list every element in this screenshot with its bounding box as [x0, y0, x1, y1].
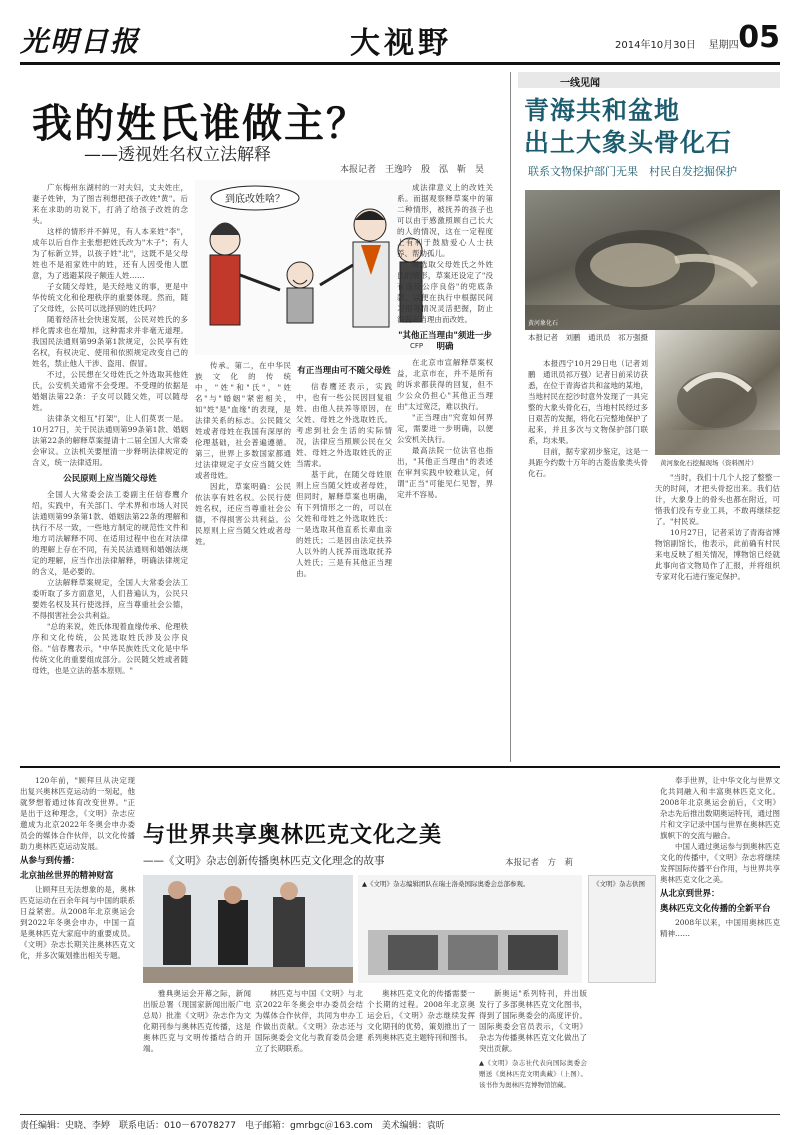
- paragraph: 奉手世界，让中华文化与世界文化共同融入和丰富奥林匹克文化。2008年北京奥运会前后，《文明》杂志先后推出数期奥运特刊，通过图片和文字记录中国与世界在奥林匹克旗帜下的交流与融合。: [660, 776, 780, 840]
- article2-headline-line2: 出土大象头骨化石: [524, 128, 733, 157]
- article1-cartoon: [195, 180, 430, 355]
- article1-subhead-1: 公民原则上应当随父母姓: [63, 474, 157, 484]
- column-divider: [510, 72, 511, 762]
- article3-byline: 本报记者 方 莉: [505, 858, 574, 868]
- paragraph: 中国人通过奥运参与到奥林匹克文化的传播中，《文明》杂志将继续发挥国际传播平台作用，与世界共享奥林匹克文化之美。: [660, 842, 780, 884]
- article3-column-3: [255, 988, 363, 1110]
- section-title: 大视野: [350, 26, 452, 61]
- bottom-rule: [20, 1114, 780, 1115]
- paragraph: 因此，草案明确：公民依法享有姓名权。公民行使姓名权，还应当尊重社会公德，不得损害公共利益。公民原则上应当随父姓或者母姓。: [195, 482, 291, 546]
- fossil-photo-image: [525, 190, 780, 330]
- paragraph: 2008年以来，中国用奥林匹克精神……: [660, 918, 780, 938]
- paragraph: 全国人大常委会法工委副主任信春鹰介绍，实践中，有关部门、学术界和市场人对民法通则第99条第1款、婚姻法第22条的理解和执行不尽一致，一些地方制定的规范性文件和地方司法解释不同、在适用过程中也在对法律的理解上存在不同，有关民法通则和婚姻法规定的理解，应当作出法律解释，明确法律规定的含义，是必要的。: [32, 490, 188, 576]
- article2-kicker-band: [518, 72, 780, 88]
- masthead: [20, 18, 780, 61]
- meeting-photo-image: [143, 875, 353, 983]
- paragraph: 广东梅州东湖村的一对夫妇，丈夫姓庄，妻子姓钟，为了图吉利想把孩子改姓"黄"。后来在求助的功说下，打消了给孩子改姓的念头。: [32, 183, 188, 225]
- paragraph: 本报西宁10月29日电（记者刘鹏 通讯员祁万强）记者日前采访获悉，在位于青海省共和盆地的某地，当地村民在挖沙时意外发现了一具完整的大象头骨化石，当地村民经过多日艰苦的发掘，将化石完整地保护了起来，并且多次与文物保护部门联系，均未果。: [528, 359, 648, 445]
- paragraph: 10月27日，记者采访了青海省博物馆副馆长，他表示，此前确有村民来电反映了相关情况，博物馆已经就此事向省文物局作了汇报，并将组织专家对化石进行鉴定保护。: [655, 528, 780, 581]
- paragraph: 雅典奥运会开幕之际，新闻出版总署（现国家新闻出版广电总局）批准《文明》杂志作为文化期刊参与奥林匹克传播，这是奥林匹克与文明传播结合的开端。: [143, 989, 251, 1053]
- article2-subheadline: 联系文物保护部门无果 村民自发挖掘保护: [528, 165, 737, 178]
- page-number: 05: [738, 20, 780, 55]
- excavation-photo: [655, 330, 780, 455]
- dateline: [615, 36, 739, 51]
- article2-kicker: 一线见闻: [560, 78, 600, 89]
- paragraph: 这样的情形并不鲜见，有人本来姓"李"，成年以后自作主张想把姓氏改为"木子"；有人为了标新立异，以孩子姓"北"，这既不是父母姓也不是祖家姓中的姓，还有人因受他人愿意，为了逃避某段子额连人姓……: [32, 227, 188, 280]
- paragraph: 基于此，在随父母姓原则上应当随父姓或者母姓，但同时，解释草案也明确，有下列情形之一的，可以在父姓和母姓之外选取姓氏：一是选取其他直系长辈血亲的姓氏；二是因由法定扶养人以外的人抚养而选取抚养人姓氏；三是有其他正当理由。: [296, 470, 392, 578]
- paragraph: 成法律意义上的改姓关系。而据观察释草案中的第二种情形，被抚养的孩子也可以由于感激照顾自己长大的人的情况，这在一定程度上有利于鼓励爱心人士扶养、帮助孤儿。: [397, 183, 493, 258]
- paragraph: 在北京市宣解释草案权益，北京市在，并不是所有的诉求都获得的回复，但不少公众仍担心"其他正当理由"太过宽泛，难以执行。: [397, 358, 493, 411]
- paragraph: 随着经济社会快速发展，公民对姓氏的多样化需求也在增加，这种需求并非毫无道理。我国民法通则第99条第1款规定，公民享有姓名权，有权决定、使用和依照规定改变自己的姓名，禁止他人干涉、盗用、假冒。: [32, 315, 188, 368]
- cartoon-credit: CFP: [410, 342, 424, 350]
- article1-column-4: [397, 182, 493, 762]
- paragraph: 对选取父母姓氏之外姓氏的情形，草案还设定了"没有违反公序良俗"的兜底条款，以便在执行中根据民间习俗等情况灵活把握，防止没有正当理由而改姓。: [397, 260, 493, 324]
- article1-subhead-2: 有正当理由可不随父母姓: [297, 366, 391, 376]
- article1-subhead-3: "其他正当理由"须进一步明确: [398, 331, 492, 352]
- cartoon-illustration: [195, 180, 430, 355]
- article2-column-1: [528, 358, 648, 758]
- paragraph: 新奥运"系列特刊，并出版发行了多部奥林匹克文化图书，得到了国际奥委会的高度评价。国际奥委会官员表示，《文明》杂志为传播奥林匹克文化做出了突出贡献。: [479, 989, 587, 1053]
- cartoon-caption: 到底改姓啥？: [225, 194, 285, 205]
- article3-column-5: [479, 988, 587, 1110]
- paragraph: "正当理由"究竟如何界定，需要进一步明确，以便公安机关执行。: [397, 413, 493, 444]
- article3-left-column: [20, 775, 135, 1110]
- paragraph: "总的来说，姓氏体现着血缘传承、伦理秩序和文化传统，公民选取姓氏涉及公序良俗。"信春鹰表示，"中华民族姓氏文化是中华传统文化的重要组成部分。公民随父姓或者随母姓，也是立法的基本原则。": [32, 622, 188, 675]
- article1-subheadline: ——透视姓名权立法解释: [84, 145, 271, 165]
- book-cover: [588, 875, 656, 983]
- fossil-photo: [525, 190, 780, 330]
- paragraph: 让顾拜旦无法想象的是，奥林匹克运动在百余年间与中国的联系日益紧密。从2008年北京奥运会到2022年冬奥会申办，中国一直是奥林匹克大家庭中的重要成员。《文明》杂志长期关注奥林匹克文化，并多次策划推出相关专题。: [20, 885, 135, 960]
- article3-subhead-1a: 从参与到传播：: [20, 856, 80, 866]
- article3-subheadline: ——《文明》杂志创新传播奥林匹克文化理念的故事: [143, 855, 385, 867]
- book-caption: 《文明》杂志供图: [593, 880, 645, 888]
- excavation-photo-image: [655, 330, 780, 455]
- article1-column-2: [195, 360, 291, 760]
- excavation-photo-caption: 黄河象化石挖掘现场（资料图片）: [660, 459, 758, 467]
- paragraph: 林匹克与中国《文明》与北京2022年冬奥会申办委员会结为媒体合作伙伴，共同为申办工作做出贡献。《文明》杂志还与国际奥委会文化与教育委员会建立了长期联系。: [255, 989, 363, 1053]
- paragraph: 传承。第二，在中华民族文化的传统中，"姓"和"氏"，"姓名"与"婚姻"紧密相关，如"姓"是"血缘"的表现，是法律关系的标志。公民随父姓或者母姓在我国有深厚的伦理基础，社会普遍遵循。第三，世界上多数国家都通过法律规定子女应当随父姓或者母姓。: [195, 361, 291, 480]
- article3-subhead-2a: 从北京到世界：: [660, 889, 720, 899]
- section-rule: [20, 766, 780, 768]
- book-display-photo: [358, 875, 582, 983]
- article1-column-3: [296, 360, 392, 760]
- article2-byline: 本报记者 刘鹏 通讯员 祁万强摄: [528, 333, 648, 342]
- article3-column-4: [367, 988, 475, 1110]
- article2-headline-line1: 青海共和盆地: [524, 96, 681, 125]
- article2-column-2: [655, 472, 780, 758]
- article1-byline: 本报记者 王逸吟 殷 泓 靳 昊: [340, 165, 485, 175]
- paragraph: 目前，据专家初步鉴定，这是一具距今约数十万年的古菱齿象类头骨化石。: [528, 447, 648, 478]
- weekday: 星期四: [708, 40, 739, 51]
- fossil-photo-caption: 黄河象化石: [528, 320, 559, 327]
- paragraph: 不过，公民想在父母姓氏之外选取其他姓氏，公安机关通常不会受理。不受理的依据是婚姻法第22条：子女可以随父姓，可以随母姓。: [32, 370, 188, 412]
- newspaper-logo: 光明日报: [20, 25, 141, 58]
- paragraph: 120年前，"顾拜旦从决定现出复兴奥林匹克运动的一刻起，他就梦想着通过体育改变世界。"正是出于这种理念，《文明》杂志应邀成为北京2022年冬奥会申办委员会的媒体合作伙伴，以文化传播助力奥林匹克运动发展。: [20, 776, 135, 851]
- article3-subhead-1b: 北京抽丝世界的精神财富: [20, 871, 114, 881]
- article3-photo-caption-2: ▲《文明》杂志社代表向国际奥委会赠送《奥林匹克文明典藏》（上图）。该书作为奥林匹克博物馆馆藏。: [479, 1059, 587, 1089]
- paragraph: 立法解释草案规定，全国人大常委会法工委听取了多方面意见，人们普遍认为，公民只要姓名权及其行使选择，应当尊重社会公德，不得损害社会公共利益。: [32, 578, 188, 620]
- article1-column-1: [32, 182, 188, 762]
- paragraph: "当时，我们十几个人挖了整整一天的时间，才把头骨挖出来。我们估计，大象身上的骨头也都在附近，可惜我们没有专业工具，不敢再继续挖了。"村民说。: [655, 473, 780, 526]
- article3-subhead-2b: 奥林匹克文化传播的全新平台: [660, 904, 771, 914]
- article1-headline: 我的姓氏谁做主？: [32, 100, 368, 147]
- article3-right-column: [660, 775, 780, 1110]
- paragraph: 子女随父母姓，是天经地义的事，更是中华传统文化和伦理秩序的重要体现。然而，随了父母姓，公民可以选择别的姓氏吗？: [32, 282, 188, 313]
- book-display-photo-image: [358, 875, 582, 983]
- paragraph: 最高法院一位法官也指出，"其他正当理由"的表述在审判实践中较难认定，何谓"正当"可能见仁见智，界定并不容易。: [397, 446, 493, 499]
- meeting-photo: [143, 875, 353, 983]
- top-rule: [20, 62, 780, 65]
- paragraph: 奥林匹克文化的传播需要一个长期的过程。2008年北京奥运会后，《文明》杂志继续发挥文化期刊的优势，策划推出了一系列奥林匹克主题特刊和图书。: [367, 989, 475, 1042]
- article2-headline: [524, 95, 732, 159]
- page-footer: 责任编辑：史晓、李婷 联系电话：010－67078277 电子邮箱：gmrbgc＠163.com 美术编辑：袁昕: [20, 1121, 445, 1131]
- article3-photo-caption-1: ▲《文明》杂志编辑团队在瑞士洛桑国际奥委会总部参观。: [362, 880, 530, 888]
- article3-column-2: [143, 988, 251, 1110]
- paragraph: 信春鹰还表示，实践中，也有一些公民因回复祖姓、由他人扶养等原因，在父姓、母姓之外选取姓氏。考虑到社会生活的实际情况，法律应当照顾公民在父姓、母姓之外选取姓氏的正当需求。: [296, 382, 392, 468]
- article3-headline: 与世界共享奥林匹克文化之美: [143, 823, 443, 848]
- date: 2014年10月30日: [615, 40, 696, 51]
- paragraph: 法律条文相互"打架"，让人们莫衷一是。10月27日，关于民法通则第99条第1款、婚姻法第22条的解释草案提请十二届全国人大常委会审议。立法机关要厘清一步释明法律规定的含义，统一法律适用。: [32, 414, 188, 467]
